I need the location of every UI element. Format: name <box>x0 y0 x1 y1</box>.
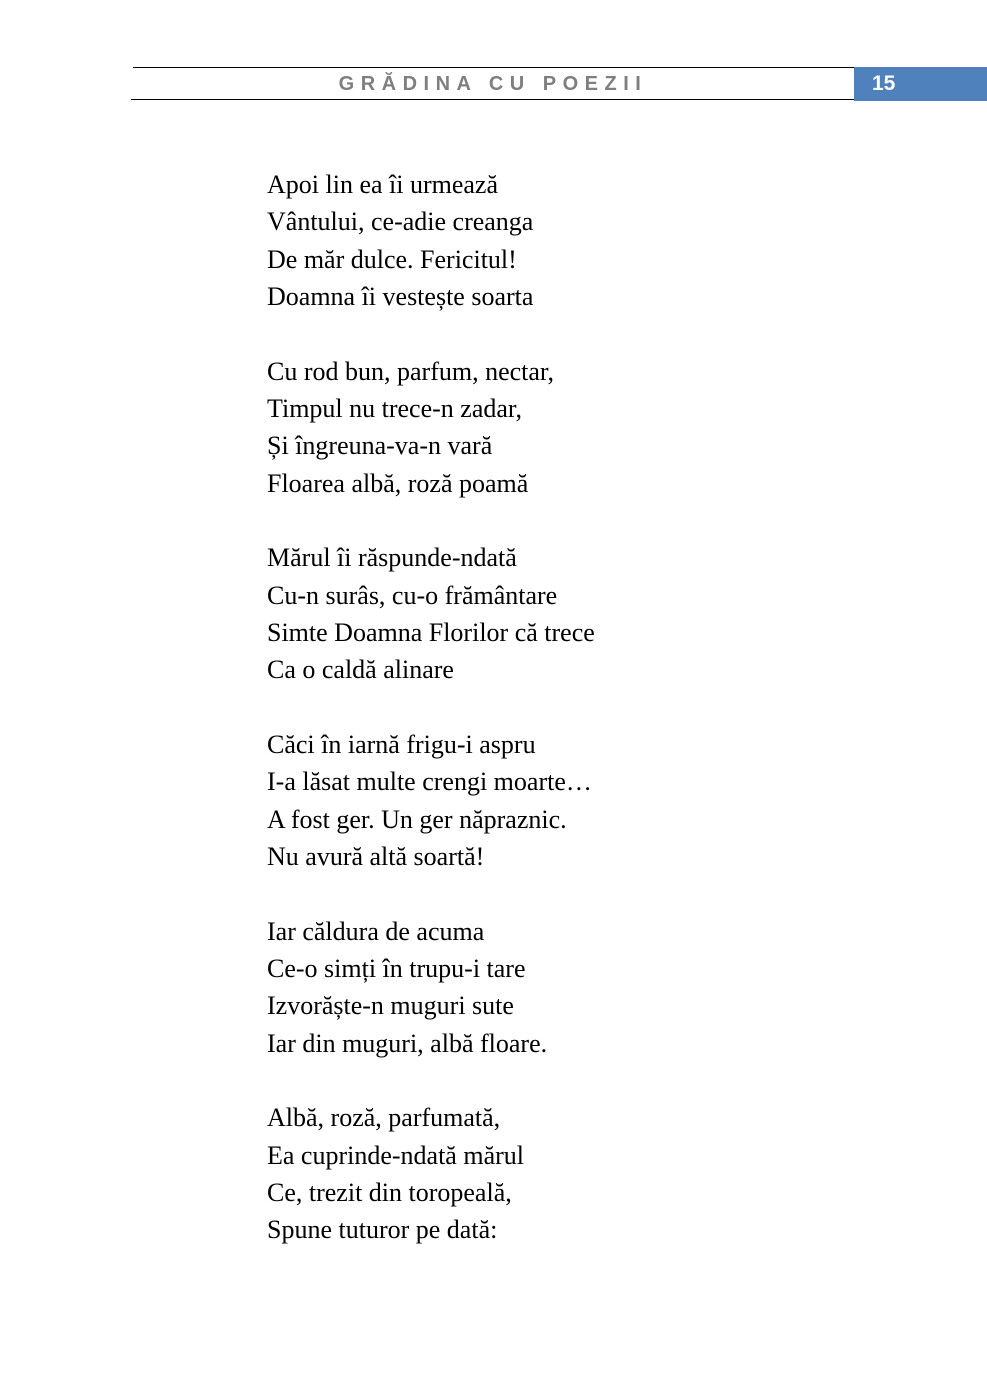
poem-line: Ea cuprinde-ndată mărul <box>267 1140 524 1170</box>
poem-body <box>267 166 827 1286</box>
poem-line: Izvorăște-n muguri sute <box>267 991 514 1021</box>
poem-line: Floarea albă, roză poamă <box>267 468 529 498</box>
poem-line: Ca o caldă alinare <box>267 655 454 685</box>
poem-line: I-a lăsat multe crengi moarte… <box>267 767 592 797</box>
poem-line: Simte Doamna Florilor că trece <box>267 618 595 648</box>
stanza <box>267 539 827 689</box>
poem-line: Mărul îi răspunde-ndată <box>267 543 517 573</box>
poem-line: Iar căldura de acuma <box>267 916 485 946</box>
poem-line: Ce-o simți în trupu-i tare <box>267 953 526 983</box>
header-bottom-rule <box>131 99 855 100</box>
poem-line: Iar din muguri, albă floare. <box>267 1028 548 1058</box>
stanza <box>267 166 827 316</box>
poem-line: Cu-n surâs, cu-o frământare <box>267 580 558 610</box>
stanza <box>267 1099 827 1249</box>
header-top-rule <box>133 67 855 68</box>
stanza <box>267 726 827 876</box>
stanza <box>267 913 827 1063</box>
poem-line: A fost ger. Un ger năpraznic. <box>267 804 567 834</box>
poem-line: Căci în iarnă frigu-i aspru <box>267 729 536 759</box>
stanza <box>267 353 827 503</box>
page-header <box>131 67 987 101</box>
poem-line: Timpul nu trece-n zadar, <box>267 394 523 424</box>
poem-line: Doamna îi vestește soarta <box>267 282 534 312</box>
page-number-badge <box>854 67 987 101</box>
poem-line: Și îngreuna-va-n vară <box>267 431 493 461</box>
poem-line: Cu rod bun, parfum, nectar, <box>267 356 555 386</box>
poem-line: Vântului, ce-adie creanga <box>267 207 534 237</box>
poem-line: Ce, trezit din toropeală, <box>267 1177 512 1207</box>
book-title: GRĂDINA CU POEZII <box>338 73 648 95</box>
page-number: 15 <box>872 72 896 95</box>
poem-line: Apoi lin ea îi urmează <box>267 170 499 199</box>
poem-line: Nu avură altă soartă! <box>267 842 485 872</box>
poem-line: De măr dulce. Fericitul! <box>267 244 517 274</box>
poem-line: Spune tuturor pe dată: <box>267 1215 498 1245</box>
poem-line: Albă, roză, parfumată, <box>267 1103 501 1133</box>
